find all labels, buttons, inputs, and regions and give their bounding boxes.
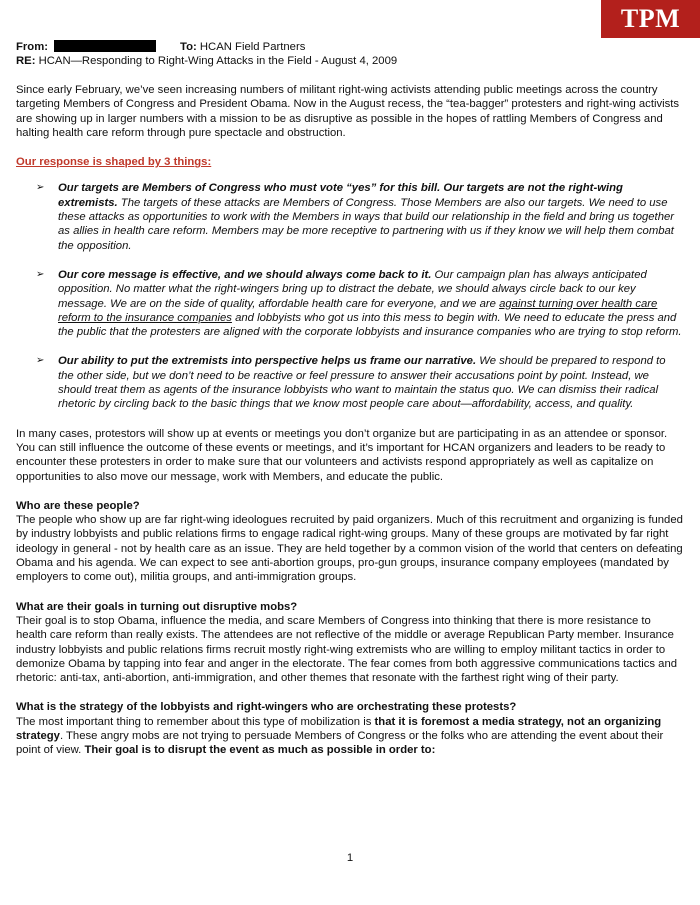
response-list xyxy=(16,181,684,411)
to-label: To: xyxy=(180,41,197,53)
bullet-lead: Our core message is effective, and we should always come back to it. xyxy=(58,268,432,281)
section-who xyxy=(16,499,684,585)
re-line xyxy=(16,54,684,68)
section-body: . These angry mobs are not trying to persuade Members of Congress or the folks who are attending the event about their point of view. xyxy=(16,729,664,757)
memo-page xyxy=(16,40,684,773)
re-value: HCAN—Responding to Right-Wing Attacks in the Field - August 4, 2009 xyxy=(38,55,398,67)
section-strategy xyxy=(16,700,684,757)
arrow-bullet-icon: ➢ xyxy=(36,182,45,194)
section-body: The people who show up are far right-wing ideologues recruited by paid organizers. Much of this recruitment and organizing is funded by industry lobbyists and public relations firms to engage radical right-wing groups. Many of these groups are motivated by far right ideology in general - not by health care as an issue. They are held together by a common vision of the world that centers on defeating Obama and his agenda. We can expect to see anti-abortion groups, pro-gun groups, insurance company employees (mandated by employers to come out), militia groups, and anti-immigration groups. xyxy=(16,514,683,584)
list-item xyxy=(16,268,684,339)
section-goals xyxy=(16,600,684,686)
section-heading: Who are these people? xyxy=(16,499,140,512)
cases-paragraph: In many cases, protestors will show up at events or meetings you don’t organize but are participating in as an attendee or sponsor. You can still influence the outcome of these events or meetings, and it’s important for HCAN organizers and leaders to be ready to encounter these protesters in order to make sure that our volunteers and activists respond appropriately as well as capitalize on opportunities to also move our message, work with Members, and educate the public. xyxy=(16,427,668,483)
redacted-name xyxy=(54,40,156,52)
arrow-bullet-icon: ➢ xyxy=(36,355,45,367)
page-number: 1 xyxy=(346,852,354,864)
section-body: Their goal is to stop Obama, influence the media, and scare Members of Congress into thinking that there is more resistance to health care reform than really exists. The attendees are not reflective of the middle or average Republican Party member. Insurance industry lobbyists and public relations firms recruit mostly right-wing extremists who are willing to employ militant tactics in order to demonize Obama by tapping into fear and anger in the electorate. The fear comes from both aggressive communications tactics and rhetoric: anti-tax, anti-abortion, anti-immigration, and other themes that resonate with the farthest right wing of their party. xyxy=(16,614,678,685)
re-label: RE: xyxy=(16,55,36,67)
tpm-logo: TPM xyxy=(601,0,700,38)
list-item xyxy=(16,354,684,411)
to-field xyxy=(180,40,305,54)
bullet-lead: Our targets are Members of Congress who must vote “yes” for this bill. Our targets are not the right-wing extremists. xyxy=(58,182,623,209)
section-heading: What are their goals in turning out disruptive mobs? xyxy=(16,600,298,613)
bold-text: Their goal is to disrupt the event as much as possible in order to: xyxy=(84,744,436,757)
intro-paragraph: Since early February, we’ve seen increasing numbers of militant right-wing activists attending public meetings across the country targeting Members of Congress and President Obama. Now in the August recess, the “tea-bagger” protesters and right-wing activists are showing up in larger numbers with a mission to be as disruptive as possible in the hopes of rattling Members of Congress and halting health care reform through pure spectacle and obstruction. xyxy=(16,84,680,139)
from-to-line xyxy=(16,40,684,54)
from-label: From: xyxy=(16,41,49,53)
arrow-bullet-icon: ➢ xyxy=(36,268,45,280)
section-body: The most important thing to remember about this type of mobilization is xyxy=(16,715,375,728)
bullet-text: and lobbyists who got us into this mess to begin with. We need to educate the press and the public that the protesters are aligned with the corporate lobbyists and insurance companies who are trying to stop reform. xyxy=(58,311,682,339)
memo-header xyxy=(16,40,684,68)
bullet-text: Our campaign plan has always anticipated opposition. No matter what the right-wingers bring up to distract the debate, we should always circle back to our key message. We are on the side of quality, affordable health care for everyone, and we are xyxy=(58,268,647,310)
to-value: HCAN Field Partners xyxy=(199,41,306,53)
underlined-text: against turning over health care reform to the insurance companies xyxy=(58,297,658,324)
bullet-lead: Our ability to put the extremists into perspective helps us frame our narrative. xyxy=(58,355,477,368)
response-heading: Our response is shaped by 3 things: xyxy=(16,156,212,169)
list-item xyxy=(16,181,684,252)
bullet-text: The targets of these attacks are Members of Congress. Those Members are also our targets. We need to use these attacks as opportunities to work with the Members in ways that build our relationship in the field and bring us together as allies in health care reform. Members may be more receptive to partnering with us if they know we will help them combat the opposition. xyxy=(58,196,675,252)
bold-text: that it is foremost a media strategy, not an organizing strategy xyxy=(16,715,662,742)
bullet-text: We should be prepared to respond to the other side, but we don’t need to be reactive or feel pressure to answer their accusations point by point. Instead, we should treat them as agents of the insurance lobbyists who want to maintain the status quo. We can dismiss their radical rhetoric by circling back to the basic things that we know most people care about—affordability, access, and quality. xyxy=(58,355,666,411)
section-heading: What is the strategy of the lobbyists and right-wingers who are orchestrating these protests? xyxy=(16,701,517,714)
